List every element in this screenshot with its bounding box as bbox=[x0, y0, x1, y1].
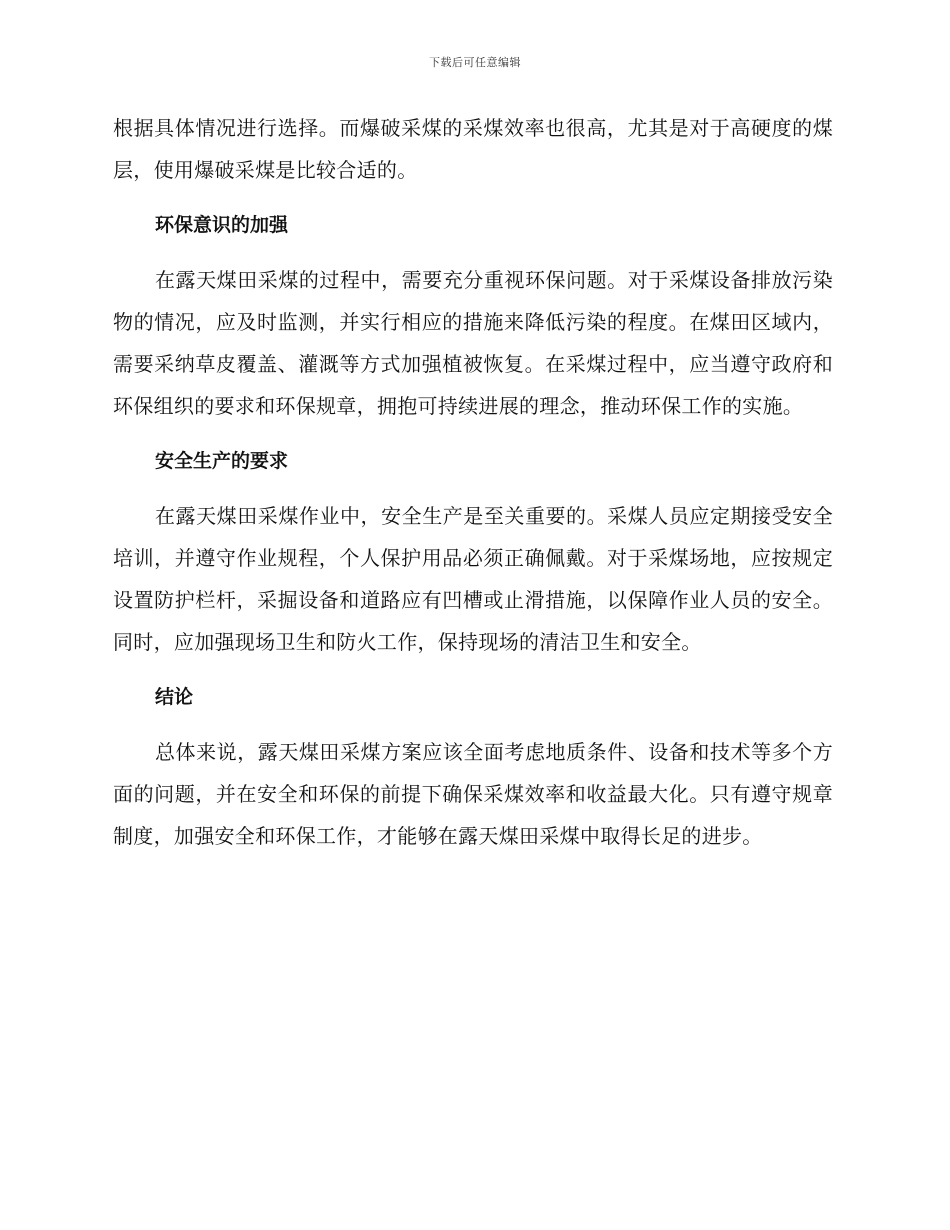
paragraph-intro-continuation: 根据具体情况进行选择。而爆破采煤的采煤效率也很高，尤其是对于高硬度的煤层，使用爆破采煤是比较合适的。 bbox=[113, 116, 833, 182]
document-body bbox=[113, 107, 833, 857]
section-heading-safety: 安全生产的要求 bbox=[155, 450, 289, 472]
page-header: 下载后可任意编辑 bbox=[429, 56, 521, 69]
paragraph-conclusion: 总体来说，露天煤田采煤方案应该全面考虑地质条件、设备和技术等多个方面的问题，并在安全和环保的前提下确保采煤效率和收益最大化。只有遵守规章制度，加强安全和环保工作，才能够在露天煤田采煤中取得长足的进步。 bbox=[113, 740, 833, 848]
paragraph-safety: 在露天煤田采煤作业中，安全生产是至关重要的。采煤人员应定期接受安全培训，并遵守作业规程，个人保护用品必须正确佩戴。对于采煤场地，应按规定设置防护栏杆，采掘设备和道路应有凹槽或止滑措施，以保障作业人员的安全。同时，应加强现场卫生和防火工作，保持现场的清洁卫生和安全。 bbox=[113, 504, 833, 654]
section-heading-conclusion: 结论 bbox=[155, 686, 194, 708]
paragraph-environment: 在露天煤田采煤的过程中，需要充分重视环保问题。对于采煤设备排放污染物的情况，应及时监测，并实行相应的措施来降低污染的程度。在煤田区域内，需要采纳草皮覆盖、灌溉等方式加强植被恢复。在采煤过程中，应当遵守政府和环保组织的要求和环保规章，拥抱可持续进展的理念，推动环保工作的实施。 bbox=[113, 268, 833, 418]
section-heading-environment: 环保意识的加强 bbox=[155, 214, 289, 236]
